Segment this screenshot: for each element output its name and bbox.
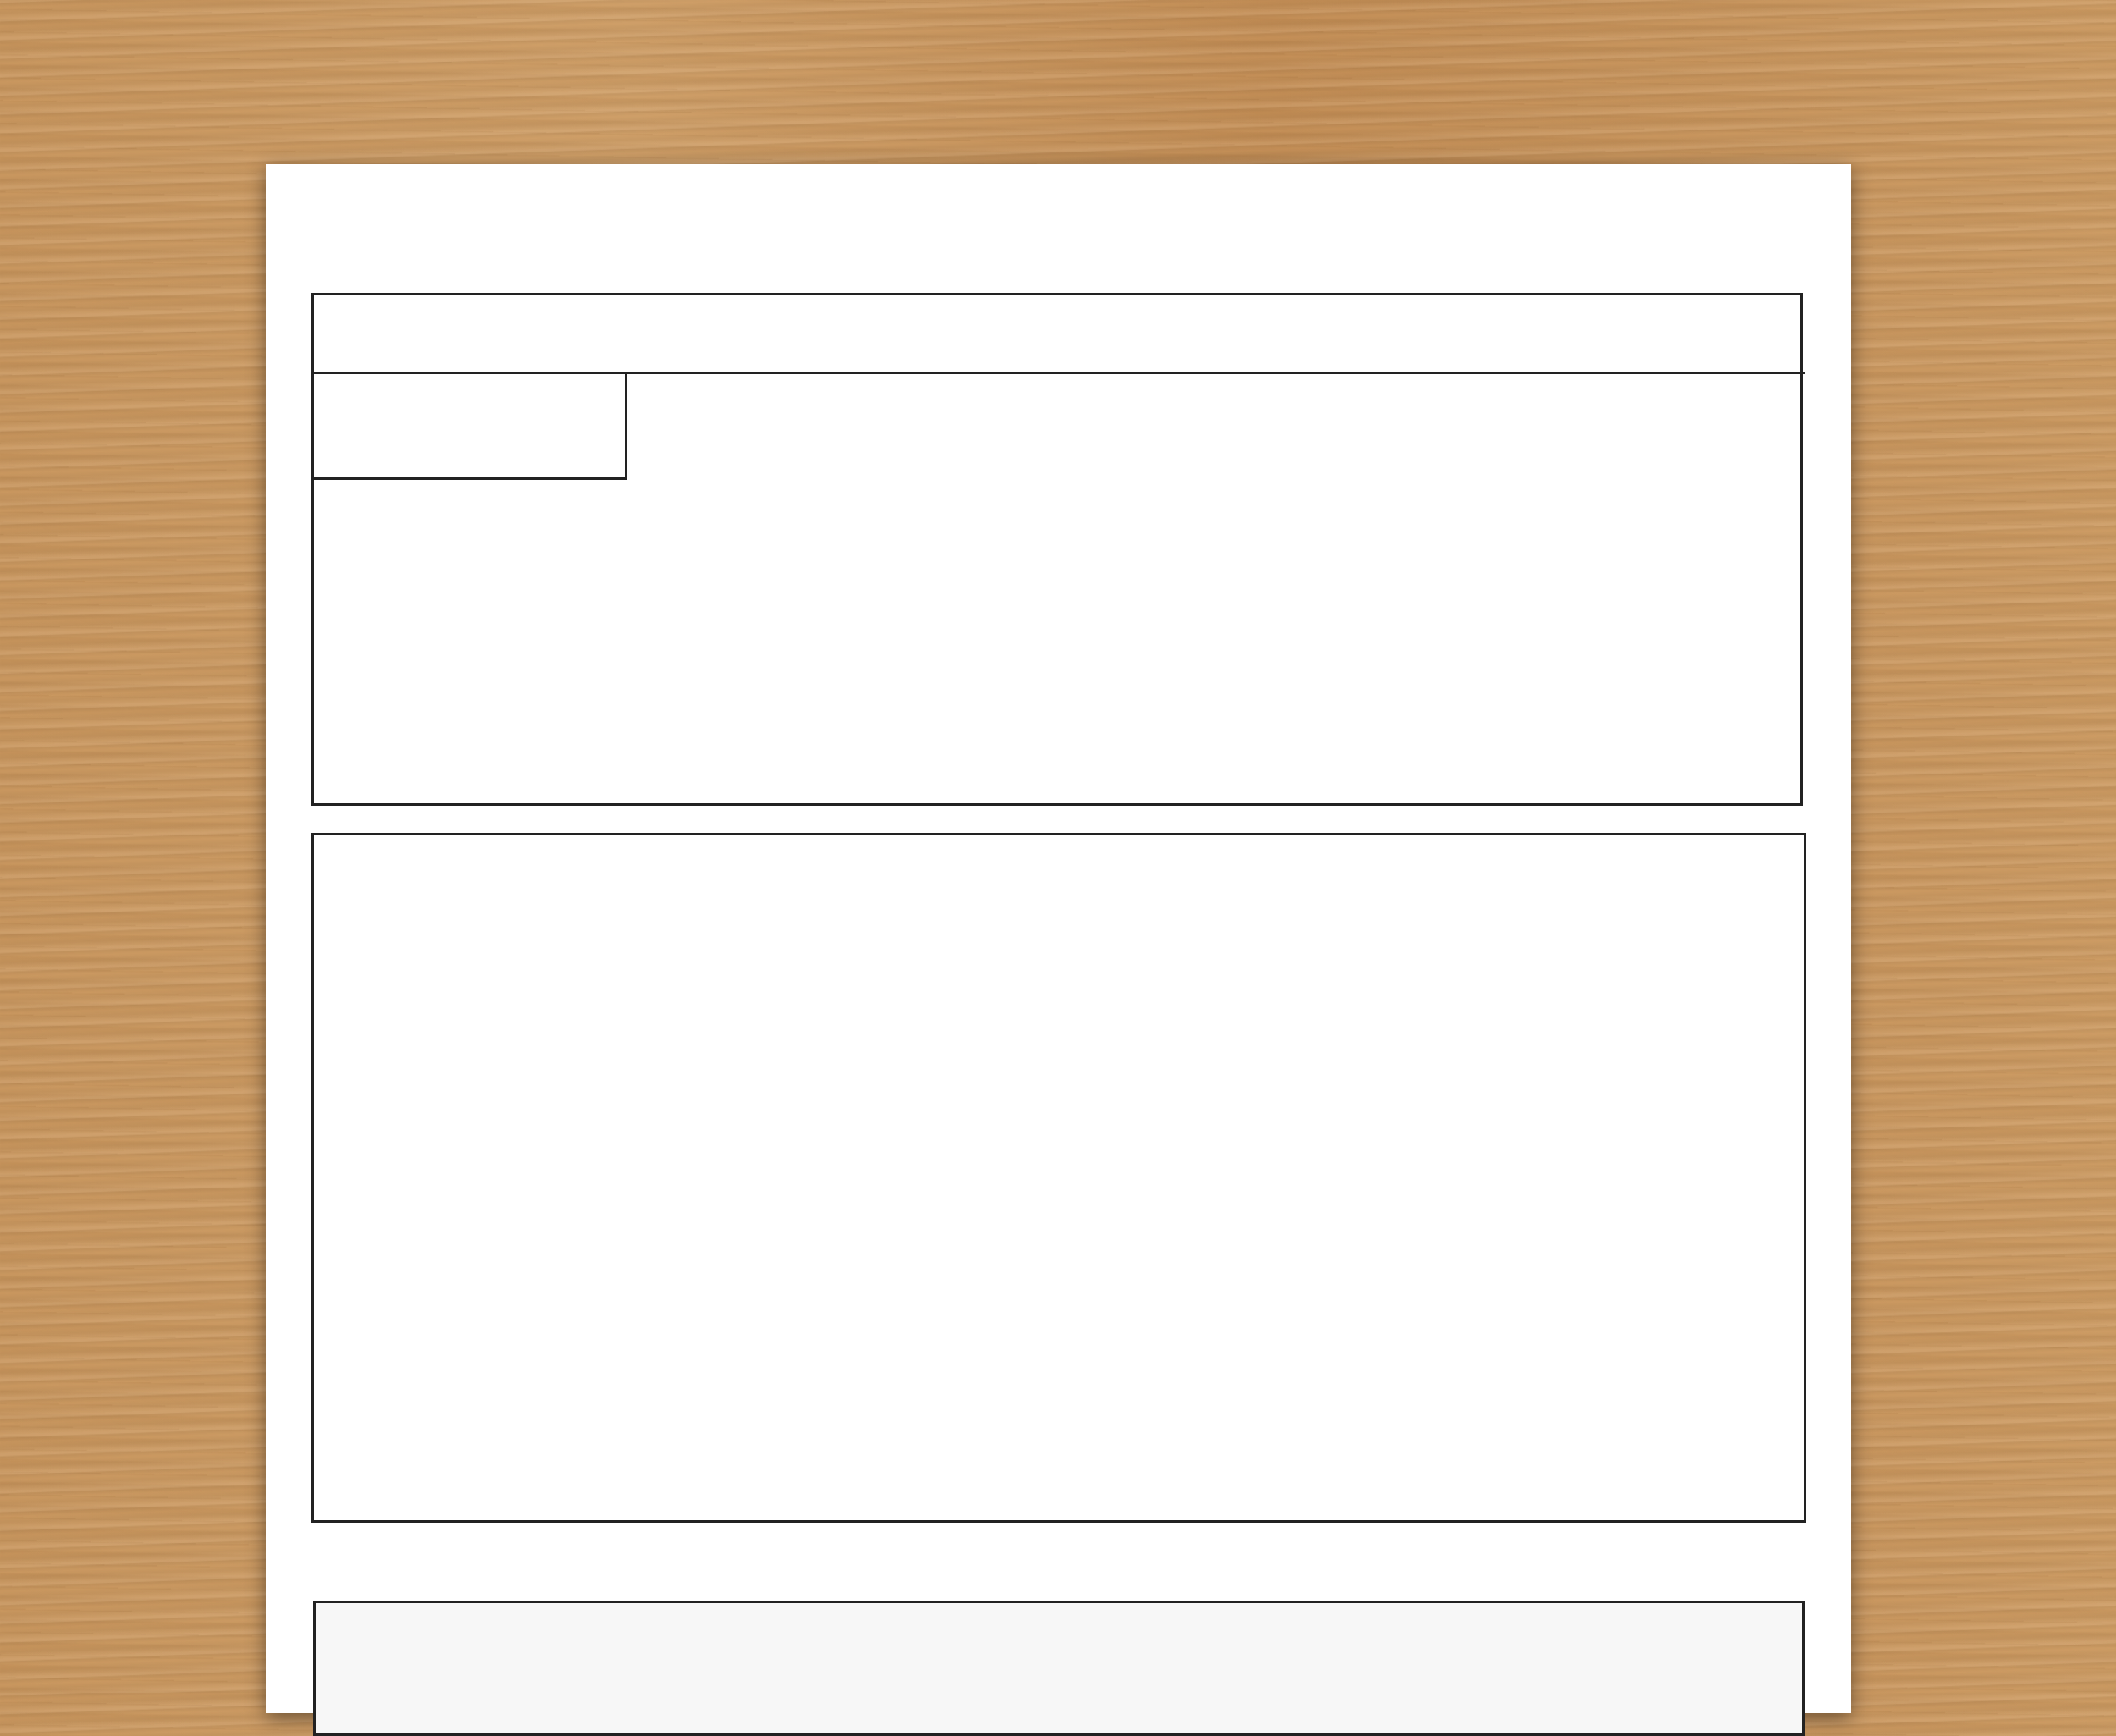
improve-textbox[interactable] [313,1601,1805,1736]
assessment-sheet [266,164,1851,1713]
self-checklist [311,833,1806,1523]
date-field[interactable] [314,374,627,480]
name-field[interactable] [314,295,1805,374]
rubric-table [311,293,1803,806]
